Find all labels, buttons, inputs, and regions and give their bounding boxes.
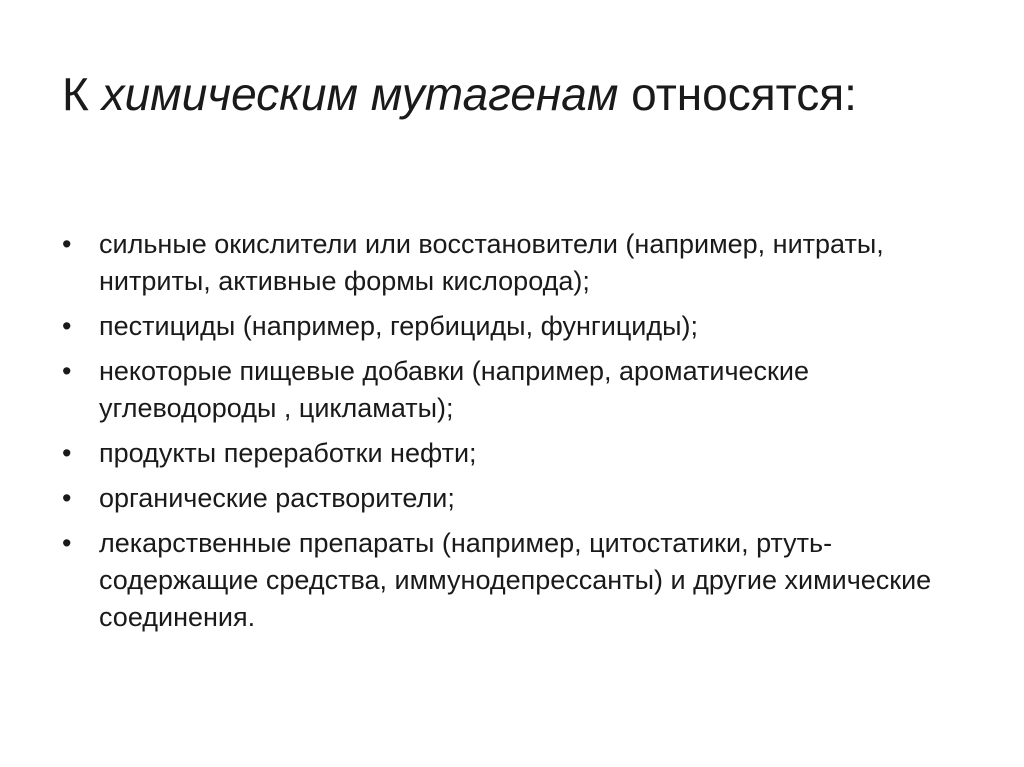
title-end: относятся: — [618, 68, 857, 120]
title-italic-term: химическим мутагенам — [101, 68, 619, 120]
bullet-icon: • — [62, 483, 72, 513]
title-start: К — [62, 68, 102, 120]
bullet-list — [62, 226, 962, 644]
bullet-icon: • — [62, 438, 72, 468]
bullet-text: продукты переработки нефти; — [99, 438, 477, 468]
bullet-text: органические растворители; — [99, 483, 455, 513]
bullet-text: лекарственные препараты (например, цитостатики, ртуть-содержащие средства, иммунодепрессанты) и другие химические соединения. — [99, 528, 932, 632]
bullet-icon: • — [62, 528, 72, 558]
bullet-icon: • — [62, 311, 72, 341]
bullet-icon: • — [62, 229, 72, 259]
bullet-text: сильные окислители или восстановители (например, нитраты, нитриты, активные формы кислорода); — [99, 229, 884, 296]
bullet-item — [62, 226, 962, 300]
bullet-text: пестициды (например, гербициды, фунгициды); — [99, 311, 699, 341]
bullet-item — [62, 525, 962, 636]
bullet-item — [62, 480, 962, 517]
slide-title — [62, 64, 982, 124]
bullet-item — [62, 435, 962, 472]
bullet-item — [62, 353, 962, 427]
bullet-icon: • — [62, 356, 72, 386]
bullet-text: некоторые пищевые добавки (например, ароматические углеводороды , цикламаты); — [99, 356, 809, 423]
bullet-item — [62, 308, 962, 345]
